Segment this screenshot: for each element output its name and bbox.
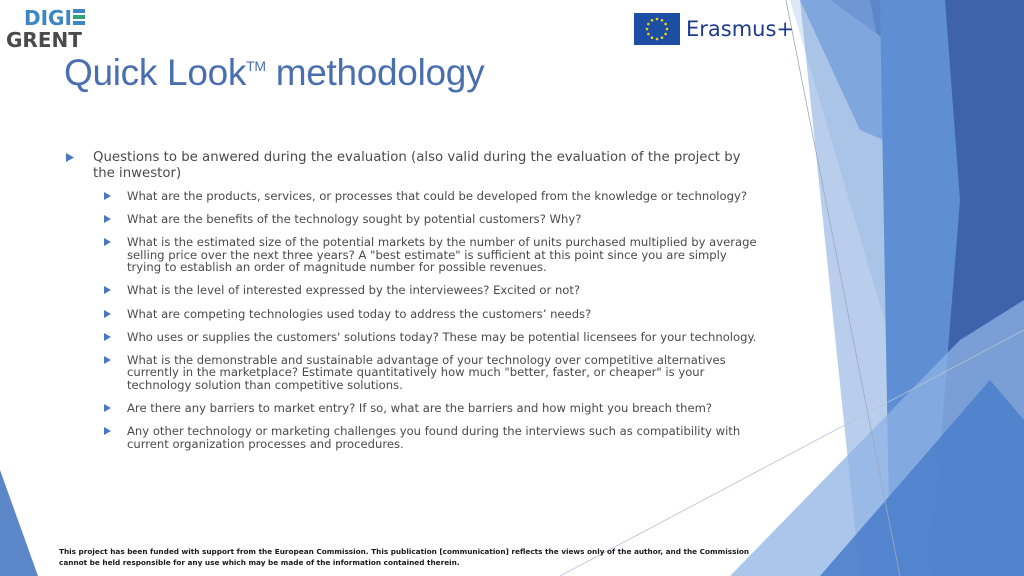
bullet-arrow-icon [104, 404, 111, 412]
bullet-arrow-icon [104, 286, 111, 294]
content-area [64, 150, 764, 461]
question-text: What is the demonstrable and sustainable advantage of your technology over competitive alternatives currently in the marketplace? Estimate quantitatively how much "better, faster, or cheaper" is your technology solution than competitive solutions. [127, 352, 726, 392]
intro-text: Questions to be anwered during the evaluation (also valid during the evaluation of the project by the inwestor) [93, 150, 741, 181]
bullet-arrow-icon [104, 333, 111, 341]
question-text: What are competing technologies used today to address the customers’ needs? [127, 306, 592, 321]
question-text: What are the products, services, or processes that could be developed from the knowledge or technology? [127, 189, 747, 203]
question-item [64, 213, 764, 226]
question-text: Are there any barriers to market entry? If so, what are the barriers and how might you breach them? [127, 401, 713, 416]
title-trademark: TM [246, 58, 266, 74]
question-text: What is the level of interested expressed by the interviewees? Excited or not? [127, 283, 581, 298]
funding-disclaimer: This project has been funded with support from the European Commission. This publication [communication] reflects the views only of the author, and the Commission cannot be held responsible for any use which may be made of the information contained therein. [59, 547, 750, 567]
erasmus-label: Erasmus+ [686, 17, 795, 41]
left-corner-shape [0, 470, 38, 576]
bullet-arrow-icon [66, 153, 74, 162]
title-main: Quick Look [64, 52, 247, 93]
question-text: Who uses or supplies the customers' solutions today? These may be potential licensees for your technology. [127, 329, 757, 344]
bullet-arrow-icon [104, 310, 111, 318]
bullet-arrow-icon [104, 215, 111, 223]
question-item [64, 425, 764, 450]
question-item [64, 354, 764, 392]
eu-flag-icon [634, 13, 680, 45]
question-item [64, 284, 764, 297]
question-item [64, 402, 764, 415]
question-item [64, 331, 764, 344]
question-text: What is the estimated size of the potential markets by the number of units purchased multiplied by average selling price over the next three years? A "best estimate" is sufficient at this point since you are simply trying to establish an order of magnitude number for possible revenues. [127, 235, 757, 275]
intro-bullet [64, 150, 764, 182]
logo-line2: GRENT [6, 28, 82, 52]
page-title [64, 52, 484, 94]
question-item [64, 308, 764, 321]
bullet-arrow-icon [104, 427, 111, 435]
bullet-arrow-icon [104, 238, 111, 246]
digigrent-logo [6, 6, 86, 52]
question-item [64, 236, 764, 274]
logo-bars-icon [73, 9, 85, 27]
question-text: What are the benefits of the technology sought by potential customers? Why? [127, 212, 582, 227]
bullet-arrow-icon [104, 192, 111, 200]
erasmus-logo [634, 12, 794, 46]
question-item [64, 190, 764, 203]
question-text: Any other technology or marketing challenges you found during the interviews such as compatibility with current organization processes and procedures. [127, 424, 741, 451]
bullet-arrow-icon [104, 356, 111, 364]
logo-line1: DIGI [24, 6, 72, 30]
title-rest: methodology [265, 52, 485, 93]
